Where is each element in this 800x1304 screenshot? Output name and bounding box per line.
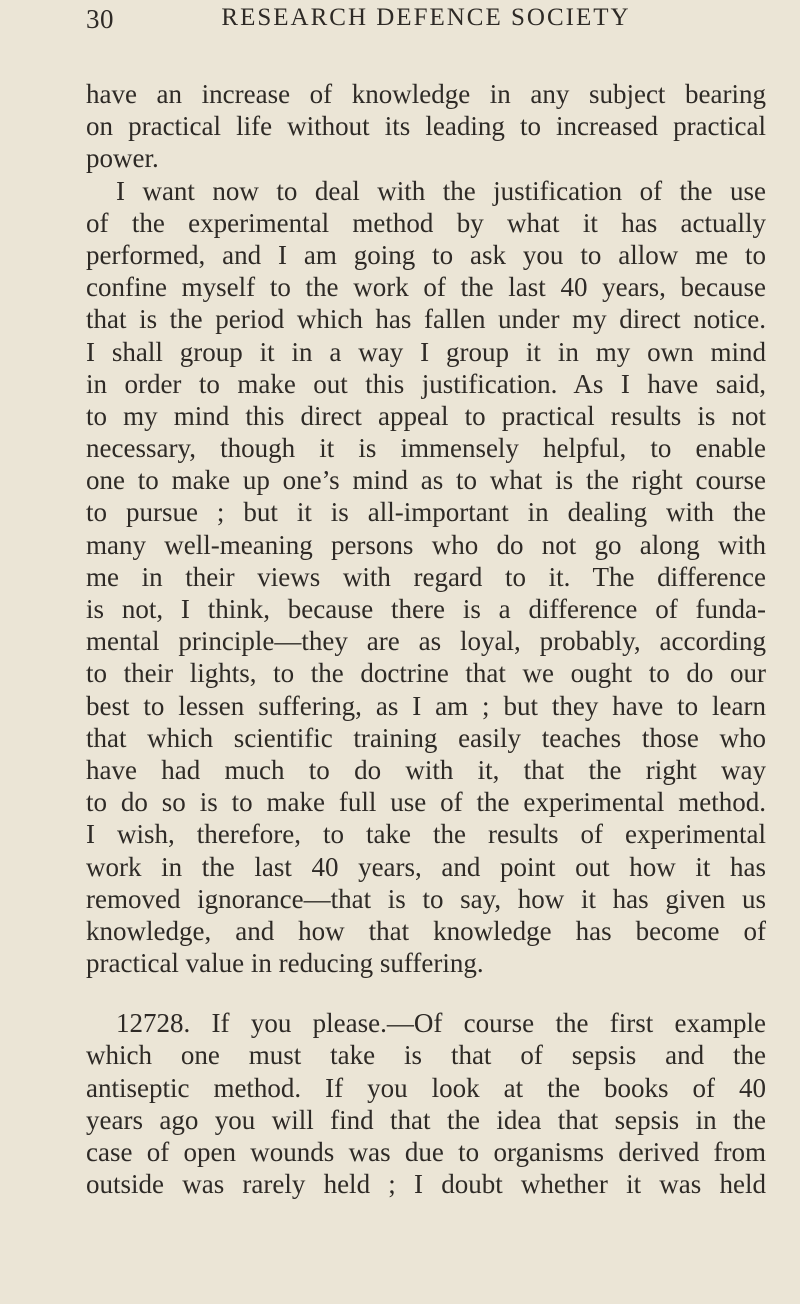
text-line: to my mind this direct appeal to practical results is not: [86, 400, 766, 431]
text-line: I want now to deal with the justification of the use: [116, 175, 766, 206]
running-head: [86, 4, 766, 44]
text-line: performed, and I am going to ask you to allow me to: [86, 239, 766, 270]
text-line: knowledge, and how that knowledge has become of: [86, 915, 766, 946]
text-line: one to make up one’s mind as to what is the right course: [86, 465, 766, 496]
page-number: 30: [86, 4, 114, 34]
text-line: to do so is to make full use of the experimental method.: [86, 787, 766, 818]
text-line: 12728. If you please.—Of course the first example: [116, 1008, 766, 1039]
text-line: many well-meaning persons who do not go along with: [86, 529, 766, 560]
text-line: is not, I think, because there is a difference of funda-: [86, 594, 766, 624]
paragraph: [86, 78, 766, 175]
text-line: I shall group it in a way I group it in my own mind: [86, 336, 766, 367]
text-line: that is the period which has fallen under my direct notice.: [86, 304, 766, 335]
running-title: RESEARCH DEFENCE SOCIETY: [221, 4, 631, 31]
paragraph: [86, 1007, 766, 1200]
text-line: have had much to do with it, that the right way: [86, 754, 766, 785]
text-line: antiseptic method. If you look at the books of 40: [86, 1072, 766, 1103]
text-line: have an increase of knowledge in any subject bearing: [86, 79, 766, 109]
text-line: necessary, though it is immensely helpful, to enable: [86, 433, 766, 464]
text-line: in order to make out this justification. As I have said,: [86, 368, 766, 399]
text-line: best to lessen suffering, as I am ; but they have to learn: [86, 690, 766, 721]
text-line: case of open wounds was due to organisms derived from: [86, 1137, 766, 1167]
text-line: power.: [86, 143, 159, 174]
text-line: of the experimental method by what it has actually: [86, 207, 766, 238]
body-text: [86, 78, 766, 1200]
text-line: work in the last 40 years, and point out how it has: [86, 851, 766, 882]
text-line: which one must take is that of sepsis and the: [86, 1040, 766, 1071]
text-line: I wish, therefore, to take the results of experimental: [86, 819, 766, 850]
text-line: practical value in reducing suffering.: [86, 948, 484, 979]
text-line: on practical life without its leading to increased practical: [86, 111, 766, 142]
paragraph-gap: [86, 979, 766, 1007]
text-line: that which scientific training easily teaches those who: [86, 722, 766, 753]
text-line: mental principle—they are as loyal, probably, according: [86, 626, 766, 657]
paragraph: [86, 175, 766, 980]
text-line: to pursue ; but it is all-important in dealing with the: [86, 497, 766, 528]
text-line: me in their views with regard to it. The difference: [86, 561, 766, 592]
text-line: to their lights, to the doctrine that we ought to do our: [86, 658, 766, 689]
text-line: outside was rarely held ; I doubt whether it was held: [86, 1169, 766, 1200]
text-line: confine myself to the work of the last 40 years, because: [86, 272, 766, 303]
text-line: years ago you will find that the idea that sepsis in the: [86, 1104, 766, 1135]
text-line: removed ignorance—that is to say, how it has given us: [86, 883, 766, 914]
